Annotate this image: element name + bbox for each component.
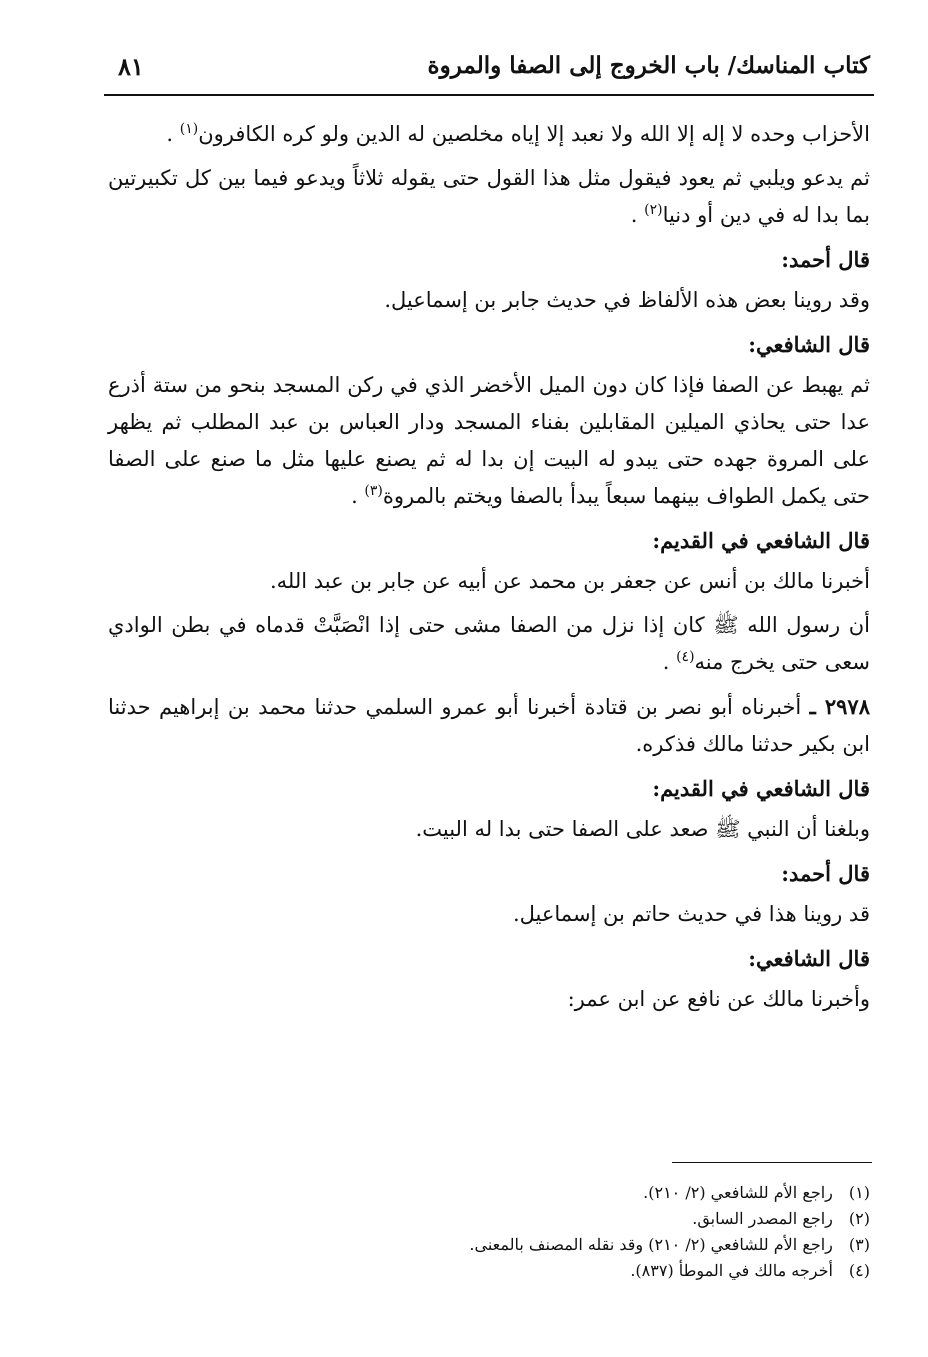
footnote-text: راجع الأم للشافعي (٢/ ٢١٠) وقد نقله المصنف بالمعنى.	[469, 1235, 833, 1254]
paragraph-text: قال الشافعي في القديم:	[652, 528, 870, 553]
paragraph-text: قال أحمد:	[781, 247, 870, 272]
footnote	[108, 1232, 870, 1258]
paragraph-text: وقد روينا بعض هذه الألفاظ في حديث جابر بن إسماعيل.	[384, 288, 870, 312]
text-paragraph	[108, 282, 870, 319]
section-heading	[108, 855, 870, 892]
punctuation: .	[630, 203, 645, 227]
text-paragraph	[108, 896, 870, 933]
footnote-number: (٤)	[848, 1261, 870, 1280]
footnote-reference[interactable]: (٣)	[364, 483, 383, 499]
text-paragraph	[108, 981, 870, 1018]
footnote	[108, 1206, 870, 1232]
section-heading	[108, 522, 870, 559]
paragraph-text: أن رسول الله ﷺ كان إذا نزل من الصفا مشى حتى إذا انْصَبَّتْ قدماه في بطن الوادي سعى حتى يخرج منه	[108, 613, 870, 674]
footnote-separator	[672, 1162, 872, 1163]
punctuation: .	[662, 650, 677, 674]
text-paragraph	[108, 563, 870, 600]
hadith-number: ٢٩٧٨ ـ	[809, 694, 870, 719]
paragraph-text: الأحزاب وحده لا إله إلا الله ولا نعبد إلا إياه مخلصين له الدين ولو كره الكافرون	[198, 122, 870, 146]
footnotes	[108, 1180, 870, 1284]
footnote-text: أخرجه مالك في الموطأ (٨٣٧).	[630, 1261, 833, 1280]
paragraph-text: قال الشافعي في القديم:	[652, 776, 870, 801]
footnote-number: (٣)	[848, 1235, 870, 1254]
footnote-number: (١)	[848, 1183, 870, 1202]
text-paragraph	[108, 811, 870, 848]
paragraph-text: قال الشافعي:	[748, 946, 870, 971]
footnote-reference[interactable]: (٤)	[676, 649, 695, 665]
paragraph-text: ثم يدعو ويلبي ثم يعود فيقول مثل هذا القول حتى يقوله ثلاثاً ويدعو فيما بين كل تكبيرتين بما بدا له في دين أو دنيا	[108, 166, 870, 227]
paragraph-text: وأخبرنا مالك عن نافع عن ابن عمر:	[567, 987, 870, 1011]
section-heading	[108, 326, 870, 363]
text-paragraph	[108, 607, 870, 681]
footnote-reference[interactable]: (٢)	[644, 202, 663, 218]
text-paragraph	[108, 160, 870, 234]
footnote-reference[interactable]: (١)	[179, 121, 199, 137]
text-paragraph	[108, 688, 870, 763]
page-number: ٨١	[118, 52, 144, 81]
footnote	[108, 1258, 870, 1284]
paragraph-text: قد روينا هذا في حديث حاتم بن إسماعيل.	[512, 902, 870, 926]
punctuation: .	[351, 484, 365, 508]
running-header	[104, 46, 874, 96]
section-heading	[108, 940, 870, 977]
text-paragraph	[108, 367, 870, 515]
section-heading	[108, 241, 870, 278]
punctuation: .	[166, 122, 180, 146]
paragraph-text: أخبرنا مالك بن أنس عن جعفر بن محمد عن أبيه عن جابر بن عبد الله.	[269, 569, 870, 593]
footnote	[108, 1180, 870, 1206]
paragraph-text: ثم يهبط عن الصفا فإذا كان دون الميل الأخضر الذي في ركن المسجد بنحو من ستة أذرع عدا حتى يحاذي الميلين المقابلين بفناء المسجد ودار العباس بن عبد المطلب ثم يظهر على المروة جهده حتى يبدو له البيت إن بدا له ثم يصنع عليها مثل ما صنع على الصفا حتى يكمل الطواف بينهما سبعاً يبدأ بالصفا ويختم بالمروة	[108, 373, 870, 508]
paragraph-text: قال الشافعي:	[748, 332, 870, 357]
main-text	[108, 116, 870, 1025]
paragraph-text: أخبرناه أبو نصر بن قتادة أخبرنا أبو عمرو السلمي حدثنا محمد بن إبراهيم حدثنا ابن بكير حدثنا مالك فذكره.	[108, 695, 870, 756]
section-heading	[108, 770, 870, 807]
footnote-text: راجع الأم للشافعي (٢/ ٢١٠).	[643, 1183, 833, 1202]
footnote-number: (٢)	[848, 1209, 870, 1228]
footnote-text: راجع المصدر السابق.	[692, 1209, 833, 1228]
text-paragraph	[108, 116, 870, 153]
paragraph-text: وبلغنا أن النبي ﷺ صعد على الصفا حتى بدا له البيت.	[415, 817, 870, 841]
running-title: كتاب المناسك/ باب الخروج إلى الصفا والمروة	[427, 52, 870, 79]
paragraph-text: قال أحمد:	[781, 861, 870, 886]
